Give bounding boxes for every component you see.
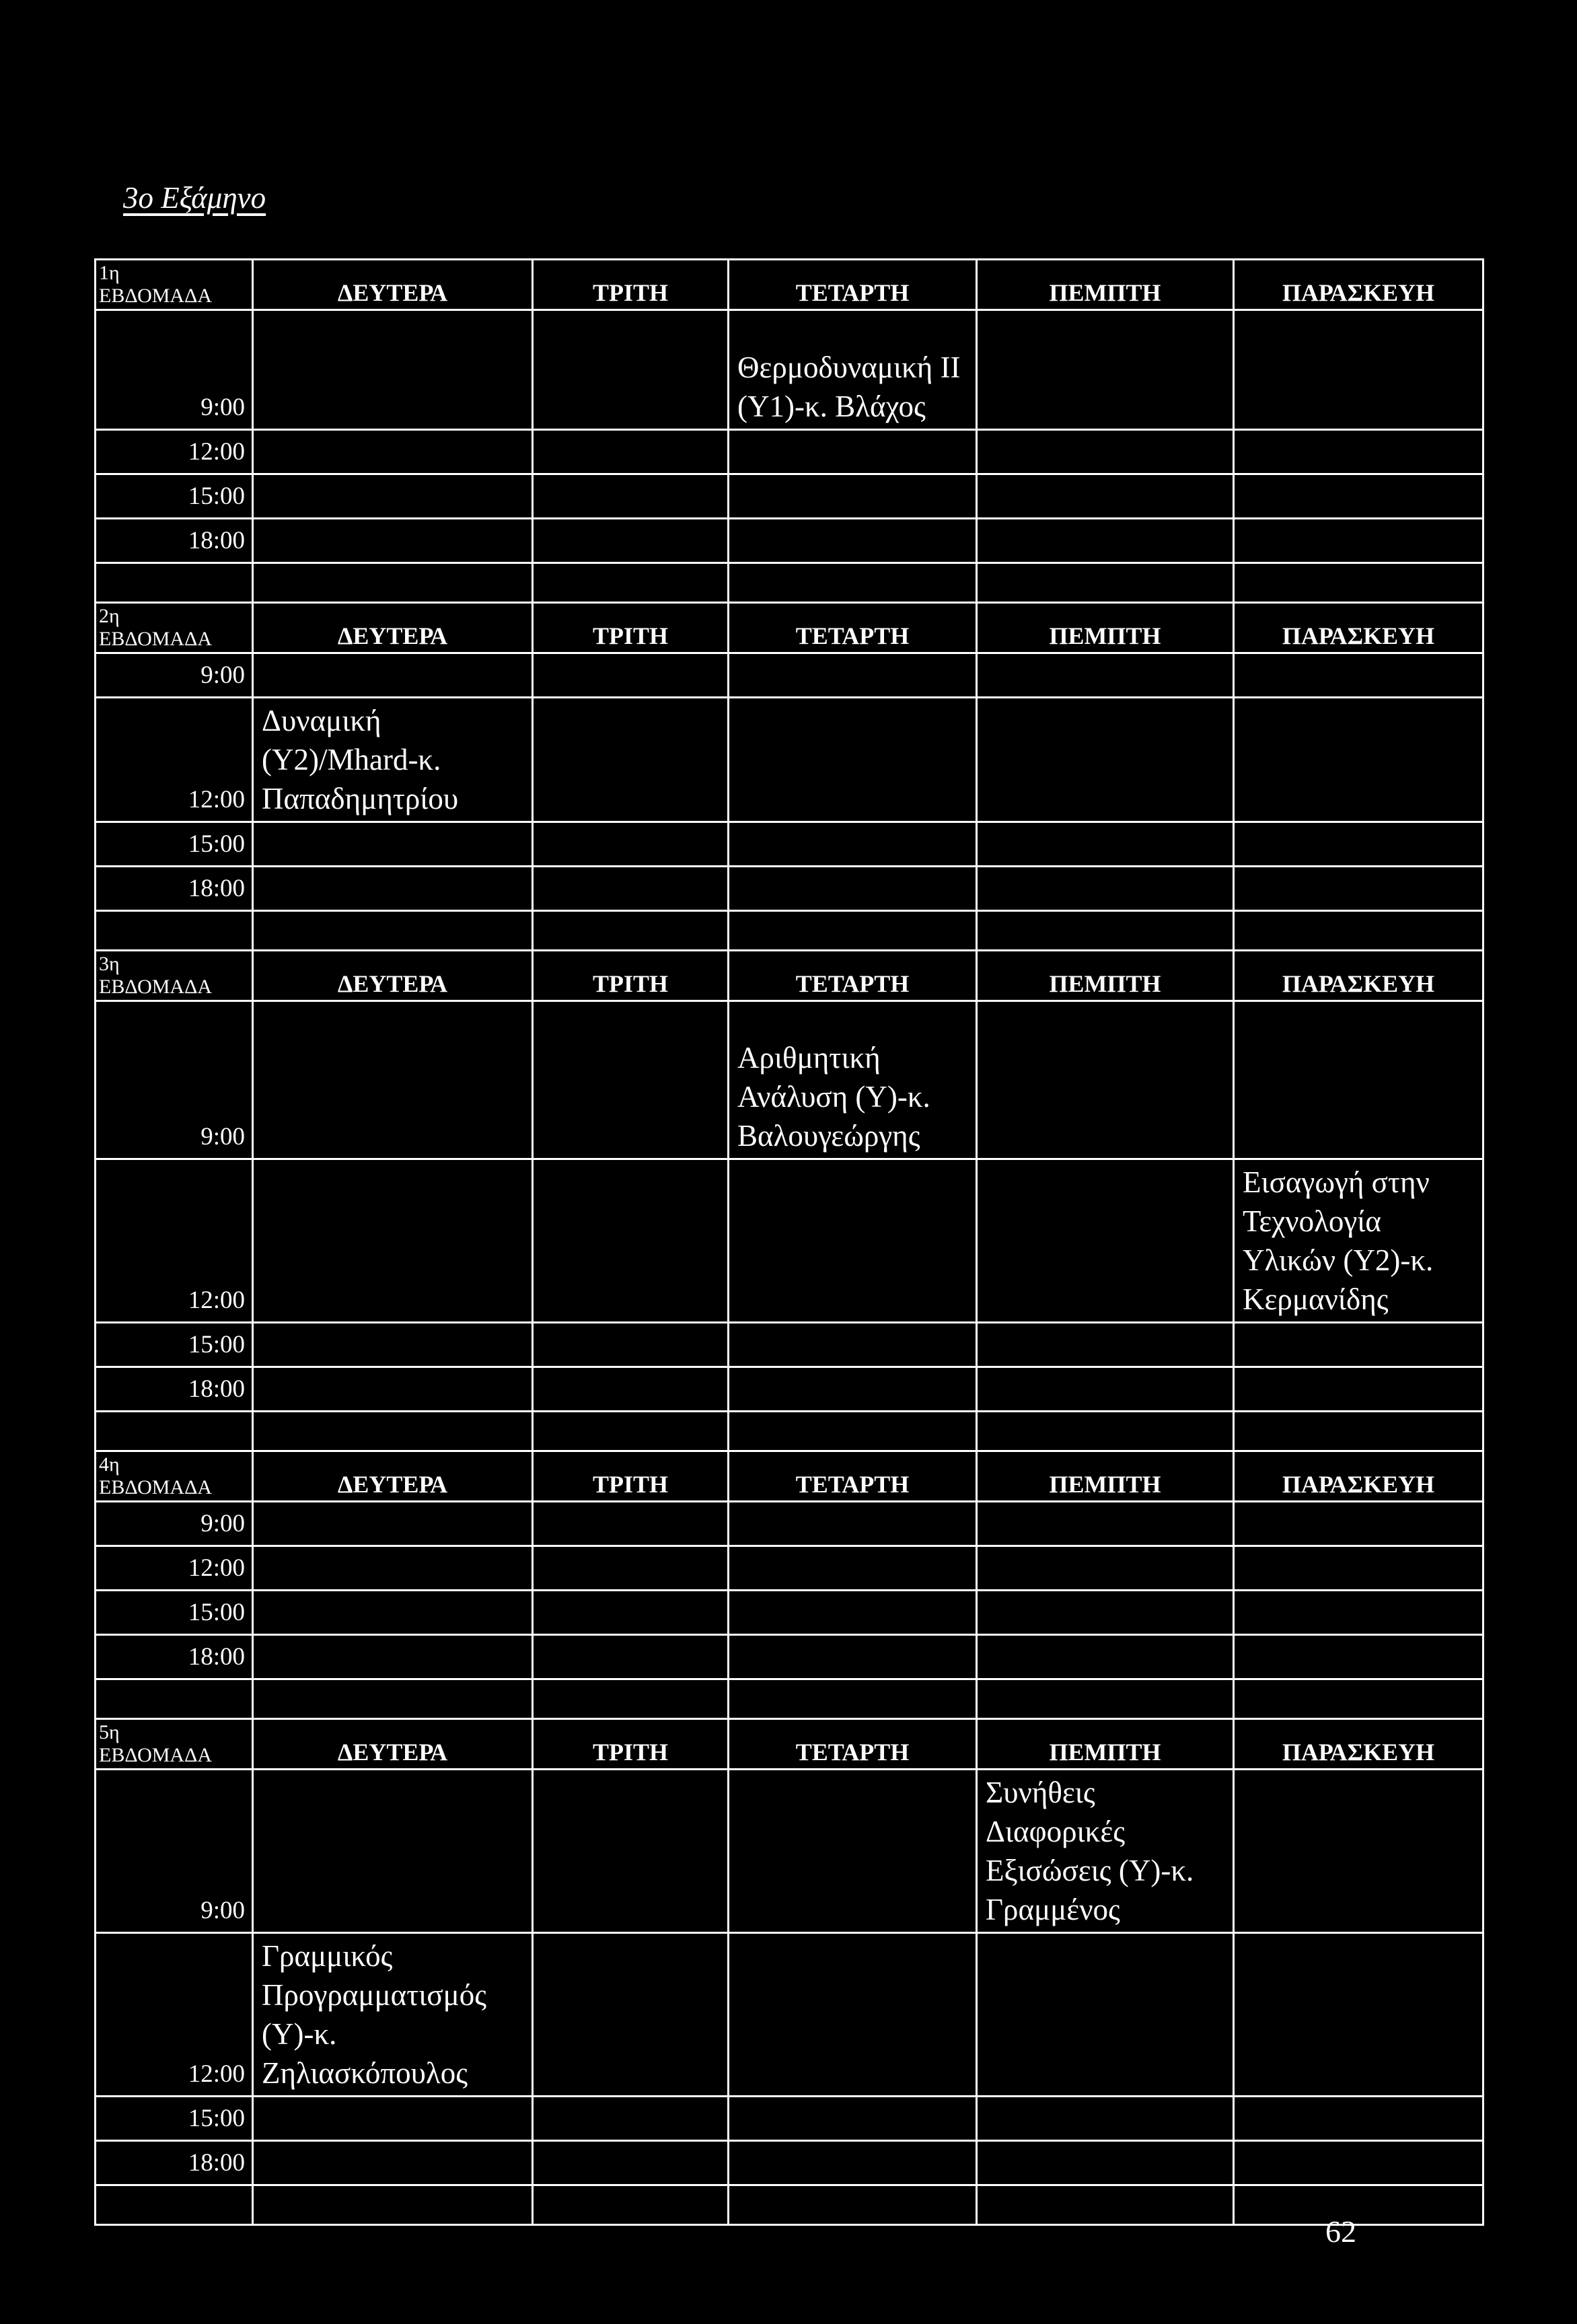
time-row xyxy=(96,1159,1483,1323)
day-header: ΠΑΡΑΣΚΕΥΗ xyxy=(1234,1451,1483,1502)
time-slot: 18:00 xyxy=(96,519,253,563)
day-header: ΔΕΥΤΕΡΑ xyxy=(253,603,533,653)
time-row xyxy=(96,1546,1483,1591)
course-cell: Γραμμικός Προγραμματισμός (Υ)-κ. Ζηλιασκόπουλος xyxy=(253,1933,533,2097)
day-header: ΠΕΜΠΤΗ xyxy=(977,951,1234,1001)
day-header: ΤΕΤΑΡΤΗ xyxy=(729,1719,977,1770)
course-cell: Συνήθεις Διαφορικές Εξισώσεις (Υ)-κ. Γραμμένος xyxy=(977,1770,1234,1933)
day-header: ΤΕΤΑΡΤΗ xyxy=(729,951,977,1001)
time-slot: 9:00 xyxy=(96,1001,253,1159)
week-header-row xyxy=(96,260,1483,310)
week-header-row xyxy=(96,951,1483,1001)
time-row xyxy=(96,698,1483,822)
time-slot: 18:00 xyxy=(96,867,253,911)
time-row xyxy=(96,1770,1483,1933)
time-slot: 18:00 xyxy=(96,1635,253,1679)
time-slot: 9:00 xyxy=(96,310,253,430)
time-row xyxy=(96,430,1483,474)
schedule-table xyxy=(94,258,1484,2226)
week-label: 5η ΕΒΔΟΜΑΔΑ xyxy=(96,1719,253,1770)
time-slot: 9:00 xyxy=(96,1502,253,1546)
week-label: 3η ΕΒΔΟΜΑΔΑ xyxy=(96,951,253,1001)
week-label: 4η ΕΒΔΟΜΑΔΑ xyxy=(96,1451,253,1502)
time-slot: 12:00 xyxy=(96,430,253,474)
time-slot: 15:00 xyxy=(96,1591,253,1635)
time-row xyxy=(96,1933,1483,2097)
day-header: ΤΡΙΤΗ xyxy=(533,951,729,1001)
day-header: ΤΕΤΑΡΤΗ xyxy=(729,260,977,310)
time-row xyxy=(96,1502,1483,1546)
day-header: ΔΕΥΤΕΡΑ xyxy=(253,260,533,310)
time-slot: 12:00 xyxy=(96,698,253,822)
day-header: ΠΑΡΑΣΚΕΥΗ xyxy=(1234,260,1483,310)
time-slot: 9:00 xyxy=(96,1770,253,1933)
course-cell: Θερμοδυναμική ΙΙ (Υ1)-κ. Βλάχος xyxy=(729,310,977,430)
time-row xyxy=(96,310,1483,430)
week-label: 1η ΕΒΔΟΜΑΔΑ xyxy=(96,260,253,310)
time-slot: 15:00 xyxy=(96,474,253,519)
day-header: ΠΑΡΑΣΚΕΥΗ xyxy=(1234,951,1483,1001)
day-header: ΤΕΤΑΡΤΗ xyxy=(729,1451,977,1502)
day-header: ΠΕΜΠΤΗ xyxy=(977,603,1234,653)
time-slot: 12:00 xyxy=(96,1933,253,2097)
time-row xyxy=(96,1367,1483,1412)
week-header-row xyxy=(96,603,1483,653)
day-header: ΤΡΙΤΗ xyxy=(533,603,729,653)
time-row xyxy=(96,1323,1483,1367)
course-cell: Αριθμητική Ανάλυση (Υ)-κ. Βαλουγεώργης xyxy=(729,1001,977,1159)
time-row xyxy=(96,474,1483,519)
time-row xyxy=(96,2141,1483,2185)
day-header: ΠΕΜΠΤΗ xyxy=(977,1451,1234,1502)
day-header: ΤΡΙΤΗ xyxy=(533,1451,729,1502)
week-header-row xyxy=(96,1451,1483,1502)
day-header: ΠΑΡΑΣΚΕΥΗ xyxy=(1234,603,1483,653)
day-header: ΤΕΤΑΡΤΗ xyxy=(729,603,977,653)
time-slot: 15:00 xyxy=(96,1323,253,1367)
course-cell: Εισαγωγή στην Τεχνολογία Υλικών (Υ2)-κ. Κερμανίδης xyxy=(1234,1159,1483,1323)
day-header: ΔΕΥΤΕΡΑ xyxy=(253,1719,533,1770)
time-slot: 12:00 xyxy=(96,1159,253,1323)
day-header: ΤΡΙΤΗ xyxy=(533,260,729,310)
day-header: ΠΑΡΑΣΚΕΥΗ xyxy=(1234,1719,1483,1770)
time-row xyxy=(96,1001,1483,1159)
course-cell: Δυναμική (Υ2)/Mhard-κ. Παπαδημητρίου xyxy=(253,698,533,822)
time-row xyxy=(96,1591,1483,1635)
day-header: ΔΕΥΤΕΡΑ xyxy=(253,1451,533,1502)
semester-title: 3ο Εξάμηνο xyxy=(123,181,266,215)
time-slot: 12:00 xyxy=(96,1546,253,1591)
week-label: 2η ΕΒΔΟΜΑΔΑ xyxy=(96,603,253,653)
time-row xyxy=(96,822,1483,867)
day-header: ΠΕΜΠΤΗ xyxy=(977,260,1234,310)
time-row xyxy=(96,867,1483,911)
time-row xyxy=(96,653,1483,698)
page-number: 62 xyxy=(1325,2214,1356,2249)
time-slot: 18:00 xyxy=(96,2141,253,2185)
time-row xyxy=(96,2097,1483,2141)
time-slot: 18:00 xyxy=(96,1367,253,1412)
day-header: ΠΕΜΠΤΗ xyxy=(977,1719,1234,1770)
week-header-row xyxy=(96,1719,1483,1770)
time-slot: 15:00 xyxy=(96,2097,253,2141)
time-slot: 9:00 xyxy=(96,653,253,698)
time-row xyxy=(96,1635,1483,1679)
day-header: ΔΕΥΤΕΡΑ xyxy=(253,951,533,1001)
time-slot: 15:00 xyxy=(96,822,253,867)
day-header: ΤΡΙΤΗ xyxy=(533,1719,729,1770)
time-row xyxy=(96,519,1483,563)
